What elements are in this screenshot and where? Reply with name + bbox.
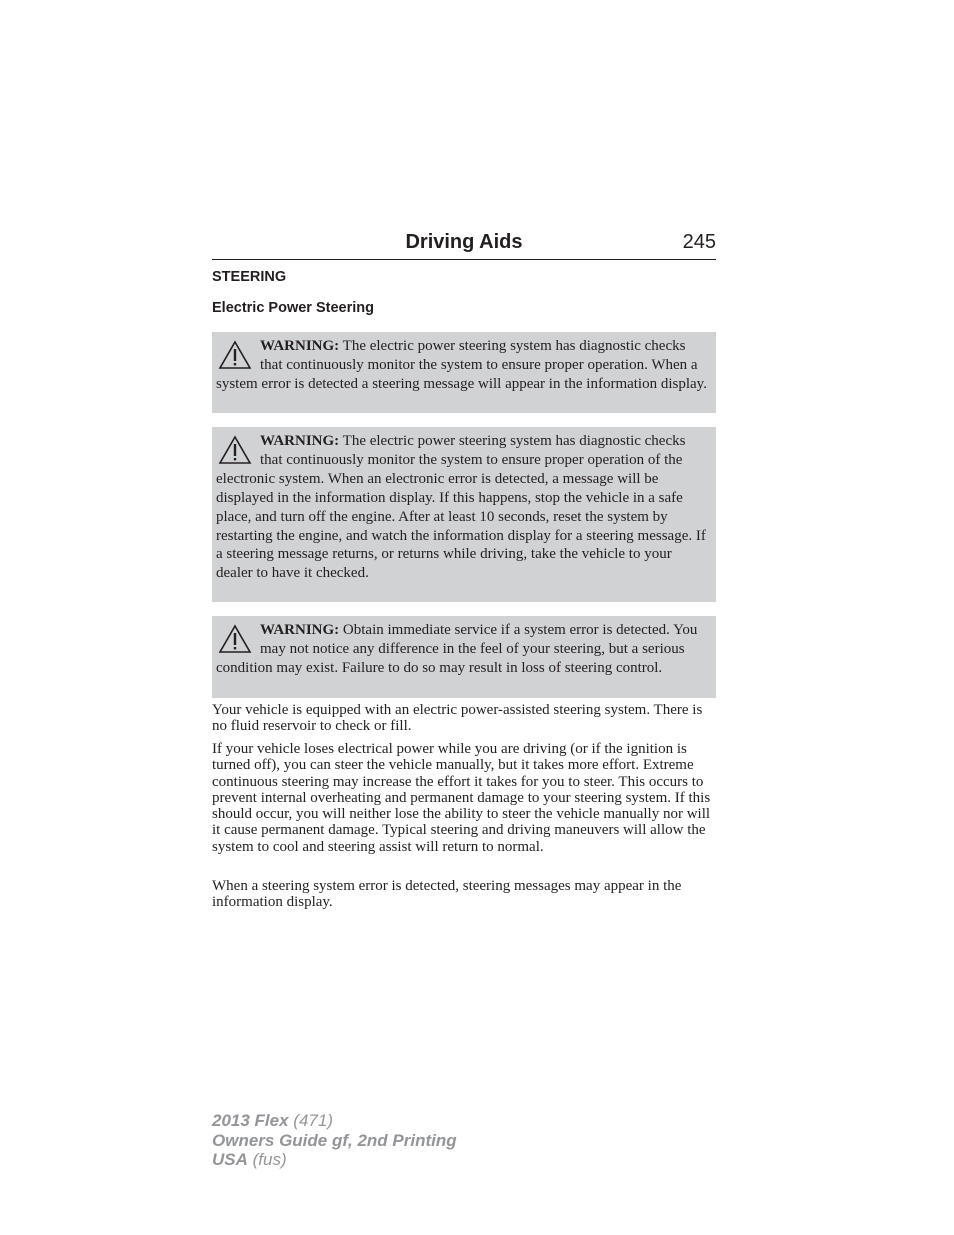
page-header [212,229,716,260]
body-paragraph: Your vehicle is equipped with an electric power-assisted steering system. There is no fluid reservoir to check or fill. [212,702,703,735]
chapter-title: Driving Aids [405,231,523,253]
warning-box-1 [212,332,716,413]
subheading: Electric Power Steering [212,300,374,316]
warning-label: WARNING: [260,622,340,638]
warning-triangle-icon [218,340,252,370]
warning-triangle-icon [218,624,252,654]
warning-label: WARNING: [260,433,340,449]
section-heading: STEERING [212,269,287,285]
footer-line-guide: Owners Guide gf, 2nd Printing [212,1130,457,1150]
warning-label: WARNING: [260,338,340,354]
warning-box-3 [212,616,716,698]
page-number: 245 [682,231,716,253]
footer [212,1111,457,1170]
body-paragraph: When a steering system error is detected, steering messages may appear in the information display. [212,878,682,911]
footer-line-region: USA (fus) [212,1150,287,1169]
footer-line-model: 2013 Flex (471) [212,1111,333,1130]
warning-text: Obtain immediate service if a system error is detected. You may not notice any difference in the feel of your steering, but a serious condition may exist. Failure to do so may result in loss of steering control. [216,622,698,676]
warning-text: The electric power steering system has diagnostic checks that continuously monitor the system to ensure proper operation of the electronic system. When an electronic error is detected, a message will be displayed in the information display. If this happens, stop the vehicle in a safe place, and turn off the engine. After at least 10 seconds, reset the system by restarting the engine, and watch the information display for a steering message. If a steering message returns, or returns while driving, take the vehicle to your dealer to have it checked. [216,433,706,582]
body-paragraph: If your vehicle loses electrical power while you are driving (or if the ignition is turned off), you can steer the vehicle manually, but it takes more effort. Extreme continuous steering may increase the effort it takes for you to steer. This occurs to prevent internal overheating and permanent damage to your steering system. If this should occur, you will neither lose the ability to steer the vehicle manually nor will it cause permanent damage. Typical steering and driving maneuvers will allow the system to cool and steering assist will return to normal. [212,741,711,855]
warning-triangle-icon [218,435,252,465]
warning-box-2 [212,427,716,602]
warning-text: The electric power steering system has diagnostic checks that continuously monitor the system to ensure proper operation. When a system error is detected a steering message will appear in the information display. [216,338,707,392]
